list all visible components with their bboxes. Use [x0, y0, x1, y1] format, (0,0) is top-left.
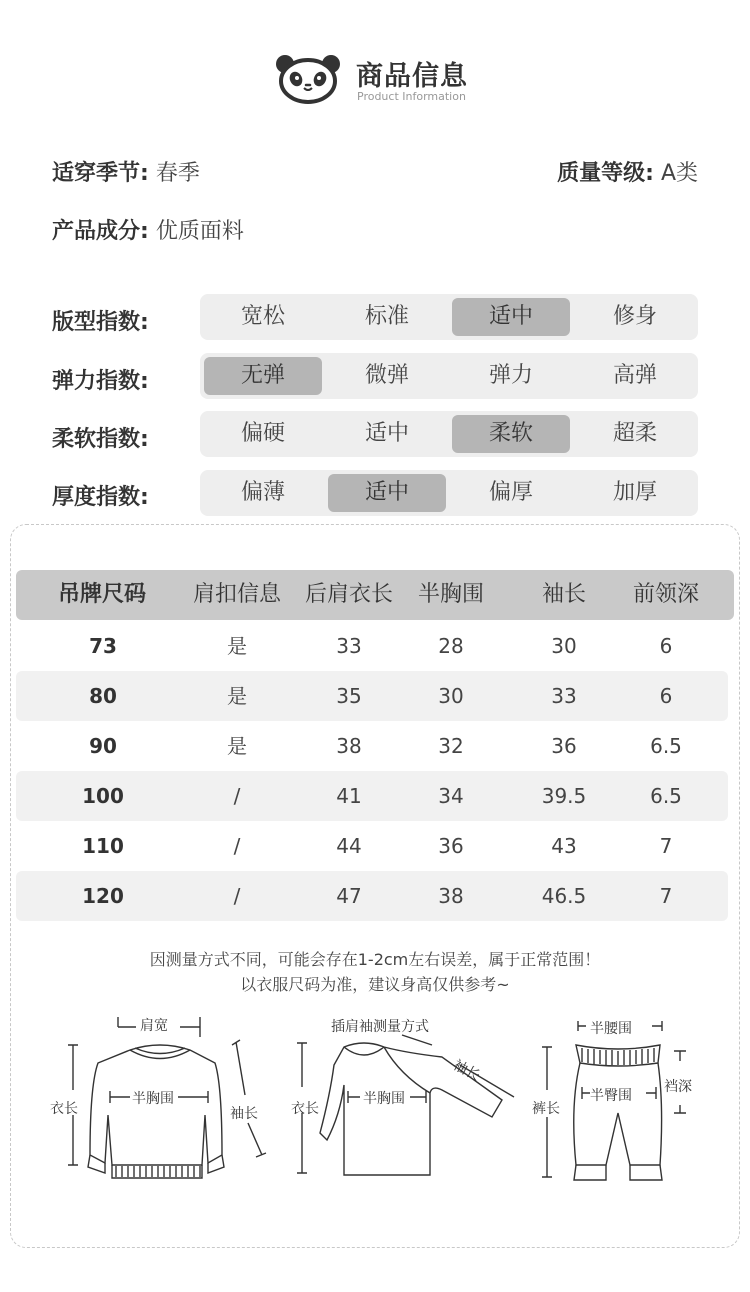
season-info	[52, 156, 200, 187]
table-cell: 7	[659, 884, 673, 908]
raglan-sleeve-label: 袖长	[450, 1057, 483, 1085]
table-cell: 44	[336, 834, 362, 858]
table-cell: /	[233, 884, 241, 908]
cell-size: 90	[89, 734, 117, 758]
index-option: 弹力	[488, 363, 533, 388]
index-option-selected: 适中	[452, 298, 570, 336]
index-option-selected: 适中	[328, 474, 446, 512]
page-header	[0, 50, 750, 110]
table-row	[16, 821, 728, 871]
table-cell: 36	[551, 734, 577, 758]
table-cell: /	[233, 834, 241, 858]
table-cell: 38	[336, 734, 362, 758]
col-sleeve: 袖长	[541, 582, 586, 607]
col-tag-size: 吊牌尺码	[57, 582, 146, 607]
table-cell: 30	[551, 634, 577, 658]
sweater-shoulder-label: 肩宽	[140, 1018, 168, 1034]
page-subtitle: Product Information	[357, 90, 466, 103]
softness-index-label: 柔软指数:	[52, 427, 149, 452]
measurement-note-1: 因测量方式不同，可能会存在1-2cm左右误差，属于正常范围！	[149, 950, 601, 969]
table-cell: 6.5	[650, 734, 682, 758]
raglan-chest-label: 半胸围	[363, 1091, 405, 1107]
table-cell: 38	[438, 884, 464, 908]
table-cell: 6	[659, 634, 673, 658]
table-cell: 是	[227, 734, 247, 758]
cell-size: 80	[89, 684, 117, 708]
table-cell: 7	[659, 834, 673, 858]
table-cell: 43	[551, 834, 577, 858]
cell-size: 100	[82, 784, 124, 808]
table-cell: 46.5	[541, 884, 587, 908]
index-option: 偏薄	[240, 480, 285, 505]
fit-index-bar	[200, 294, 698, 340]
material-info	[52, 214, 244, 245]
table-cell: 是	[227, 634, 247, 658]
table-cell: 30	[438, 684, 464, 708]
table-row	[16, 771, 728, 821]
col-shoulder-button: 肩扣信息	[192, 582, 281, 607]
size-table-header	[16, 570, 734, 620]
sweater-length-label: 衣长	[50, 1101, 78, 1117]
index-option: 标准	[364, 304, 409, 329]
softness-index-bar	[200, 411, 698, 457]
index-option: 修身	[612, 304, 657, 329]
pants-hip-label: 半臀围	[590, 1088, 632, 1104]
index-option: 偏厚	[488, 480, 533, 505]
pants-rise-label: 裆深	[664, 1079, 692, 1095]
col-back-length: 后肩衣长	[304, 582, 393, 607]
thickness-index-label: 厚度指数:	[52, 485, 149, 510]
material-value: 优质面料	[155, 219, 244, 244]
index-option-selected: 无弹	[204, 357, 322, 395]
table-cell: 36	[438, 834, 464, 858]
season-value: 春季	[155, 161, 200, 186]
raglan-title-label: 插肩袖测量方式	[331, 1019, 429, 1035]
sweater-sleeve-label: 袖长	[230, 1106, 258, 1122]
cell-size: 120	[82, 884, 124, 908]
table-cell: 35	[336, 684, 362, 708]
season-key: 适穿季节:	[52, 161, 149, 186]
pants-length-label: 裤长	[532, 1101, 560, 1117]
table-row	[16, 871, 728, 921]
table-cell: /	[233, 784, 241, 808]
index-option: 微弹	[364, 363, 409, 388]
cell-size: 110	[82, 834, 124, 858]
grade-key: 质量等级:	[557, 161, 654, 186]
thickness-index-bar	[200, 470, 698, 516]
table-cell: 47	[336, 884, 362, 908]
index-option: 超柔	[612, 421, 657, 446]
grade-info	[557, 156, 698, 187]
table-cell: 34	[438, 784, 464, 808]
material-key: 产品成分:	[52, 219, 149, 244]
index-option: 偏硬	[240, 421, 285, 446]
table-cell: 28	[438, 634, 464, 658]
table-row	[16, 721, 728, 771]
table-cell: 39.5	[541, 784, 587, 808]
index-option: 宽松	[240, 304, 285, 329]
table-cell: 是	[227, 684, 247, 708]
table-cell: 6	[659, 684, 673, 708]
cell-size: 73	[89, 634, 117, 658]
table-cell: 33	[336, 634, 362, 658]
index-option: 高弹	[612, 363, 657, 388]
index-option: 加厚	[612, 480, 657, 505]
table-cell: 33	[551, 684, 577, 708]
pants-waist-label: 半腰围	[590, 1021, 632, 1037]
sweater-chest-label: 半胸围	[132, 1091, 174, 1107]
grade-value: A类	[660, 161, 698, 186]
page-title: 商品信息	[356, 61, 468, 92]
table-cell: 6.5	[650, 784, 682, 808]
table-cell: 41	[336, 784, 362, 808]
index-option: 适中	[364, 421, 409, 446]
measurement-note-2: 以衣服尺码为准，建议身高仅供参考~	[240, 975, 510, 994]
table-cell: 32	[438, 734, 464, 758]
index-option-selected: 柔软	[452, 415, 570, 453]
table-row	[16, 621, 728, 671]
table-row	[16, 671, 728, 721]
fit-index-label: 版型指数:	[52, 310, 149, 335]
measurement-diagrams	[0, 1005, 750, 1195]
col-half-chest: 半胸围	[417, 582, 484, 607]
stretch-index-label: 弹力指数:	[52, 369, 149, 394]
raglan-length-label: 衣长	[291, 1101, 319, 1117]
stretch-index-bar	[200, 353, 698, 399]
col-neck-depth: 前领深	[632, 582, 699, 607]
panda-icon	[274, 52, 342, 104]
